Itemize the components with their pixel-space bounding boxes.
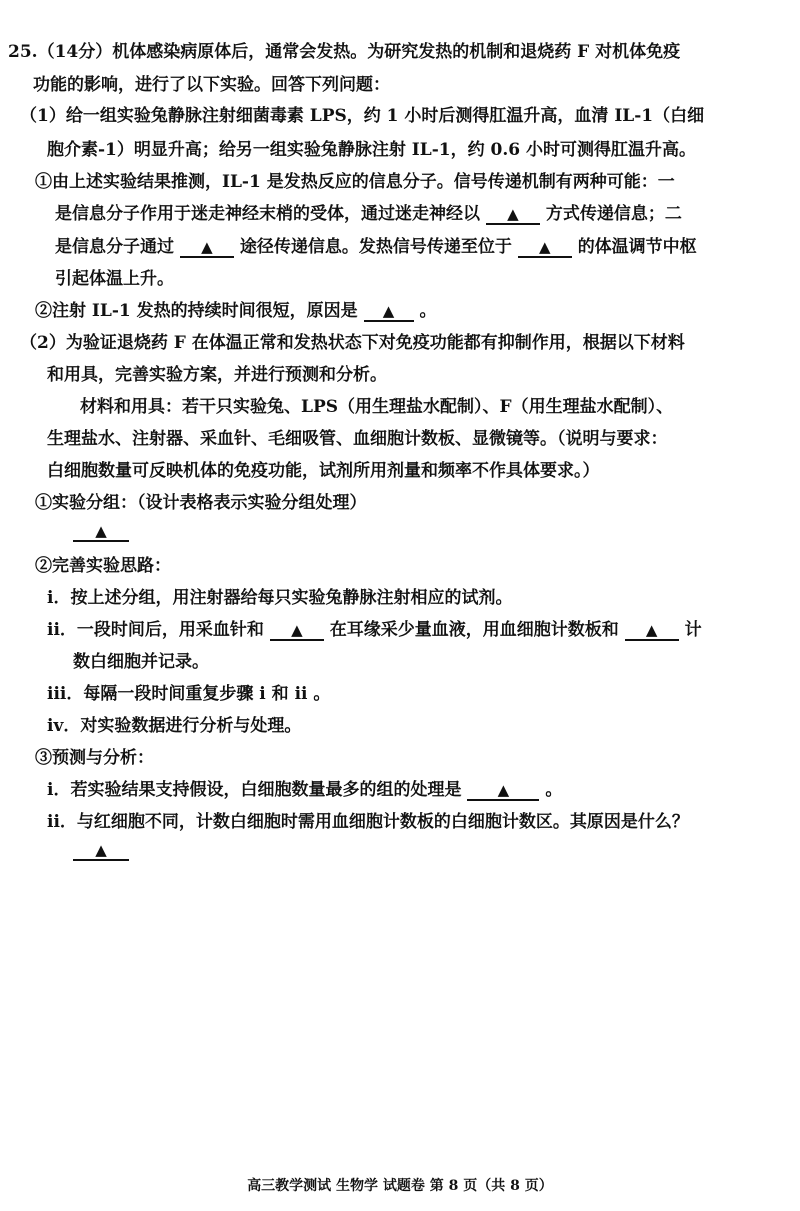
- step2-i: i．按上述分组，用注射器给每只实验兔静脉注射相应的试剂。: [47, 588, 513, 608]
- triangle-marker-icon: ▲: [95, 522, 107, 540]
- step2-heading: ②完善实验思路：: [35, 556, 171, 576]
- answer-blank-6[interactable]: [270, 621, 324, 641]
- question-header-cont: 功能的影响，进行了以下实验。回答下列问题：: [33, 75, 390, 95]
- part1-q1-line3-text-a: 是信息分子通过: [55, 237, 174, 257]
- part1-q1-line4: 引起体温上升。: [55, 269, 174, 289]
- part1-q1-line2: [55, 204, 682, 225]
- step1-answer: [73, 521, 129, 542]
- materials-line1: 材料和用具：若干只实验兔、LPS（用生理盐水配制）、F（用生理盐水配制）、: [80, 397, 674, 417]
- step2-iv: iv．对实验数据进行分析与处理。: [47, 716, 302, 736]
- step2-ii: [47, 620, 702, 641]
- part1-q2-text-a: ②注射 IL-1 发热的持续时间很短，原因是: [35, 301, 358, 321]
- step3-ii: ii．与红细胞不同，计数白细胞时需用血细胞计数板的白细胞计数区。其原因是什么？: [47, 812, 689, 832]
- triangle-marker-icon: ▲: [382, 302, 395, 320]
- step2-ii-text-b: 在耳缘采少量血液，用血细胞计数板和: [329, 620, 619, 640]
- answer-blank-4[interactable]: [364, 302, 414, 322]
- triangle-marker-icon: ▲: [291, 621, 303, 639]
- step2-ii-text-a: ii．一段时间后，用采血针和: [47, 620, 264, 640]
- question-header: 25.（14分）机体感染病原体后，通常会发热。为研究发热的机制和退烧药 F 对机体免疫: [8, 42, 681, 62]
- part1-q1-line2-text-a: 是信息分子作用于迷走神经末梢的受体，通过迷走神经以: [55, 204, 480, 224]
- answer-blank-7[interactable]: [625, 621, 679, 641]
- step1-heading: ①实验分组：（设计表格表示实验分组处理）: [35, 493, 367, 513]
- step3-i: [47, 780, 562, 801]
- part1-q1-line2-text-b: 方式传递信息；二: [545, 204, 682, 224]
- step2-ii-text-c: 计: [684, 620, 702, 640]
- answer-blank-3[interactable]: [518, 238, 572, 258]
- part1-q2-text-b: 。: [419, 301, 437, 321]
- step2-iii: iii．每隔一段时间重复步骤 i 和 ii 。: [47, 684, 331, 704]
- answer-blank-5[interactable]: [73, 522, 129, 542]
- triangle-marker-icon: ▲: [507, 205, 519, 223]
- step3-i-text-a: i．若实验结果支持假设，白细胞数量最多的组的处理是: [47, 780, 462, 800]
- part1-line2: 胞介素-1）明显升高；给另一组实验兔静脉注射 IL-1，约 0.6 小时可测得肛温升高。: [47, 140, 697, 160]
- page-footer: 高三教学测试 生物学 试题卷 第 8 页（共 8 页）: [247, 1178, 553, 1194]
- materials-line3: 白细胞数量可反映机体的免疫功能，试剂所用剂量和频率不作具体要求。）: [47, 461, 600, 481]
- triangle-marker-icon: ▲: [95, 841, 107, 859]
- answer-blank-1[interactable]: [486, 205, 540, 225]
- part1-q1-line1: ①由上述实验结果推测，IL-1 是发热反应的信息分子。信号传递机制有两种可能：一: [35, 172, 675, 192]
- answer-blank-9[interactable]: [73, 841, 129, 861]
- materials-line2: 生理盐水、注射器、采血针、毛细吸管、血细胞计数板、显微镜等。（说明与要求：: [47, 429, 668, 449]
- part2-line1: （2）为验证退烧药 F 在体温正常和发热状态下对免疫功能都有抑制作用，根据以下材料: [20, 333, 685, 353]
- part1-q1-line3-text-c: 的体温调节中枢: [577, 237, 697, 257]
- step3-i-text-b: 。: [545, 780, 563, 800]
- triangle-marker-icon: ▲: [645, 621, 658, 639]
- part1-line1: （1）给一组实验兔静脉注射细菌毒素 LPS，约 1 小时后测得肛温升高，血清 IL-1（白细: [20, 106, 705, 126]
- triangle-marker-icon: ▲: [538, 238, 551, 256]
- part2-line2: 和用具，完善实验方案，并进行预测和分析。: [47, 365, 387, 385]
- part1-q1-line3: [55, 237, 697, 258]
- part1-q2: [35, 301, 436, 322]
- step3-heading: ③预测与分析：: [35, 748, 154, 768]
- triangle-marker-icon: ▲: [497, 781, 510, 799]
- triangle-marker-icon: ▲: [201, 238, 213, 256]
- step3-ii-answer: [73, 840, 129, 861]
- step2-ii-cont: 数白细胞并记录。: [73, 652, 209, 672]
- answer-blank-8[interactable]: [467, 781, 539, 801]
- answer-blank-2[interactable]: [180, 238, 234, 258]
- part1-q1-line3-text-b: 途径传递信息。发热信号传递至位于: [239, 237, 512, 257]
